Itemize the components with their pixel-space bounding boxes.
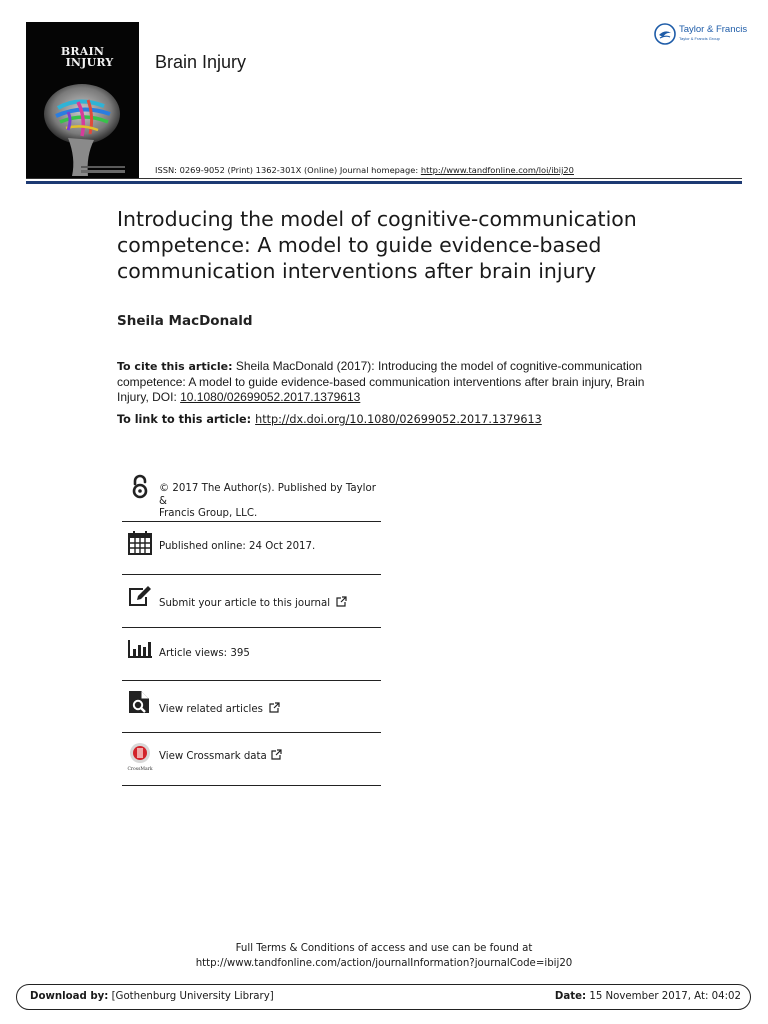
terms-url[interactable]: http://www.tandfonline.com/action/journalInformation?journalCode=ibij20 [195,958,573,969]
download-date [555,991,741,1002]
download-info-bar [16,984,751,1010]
publisher-logo-icon [654,23,676,45]
open-access-icon [127,474,153,500]
journal-cover [26,22,139,178]
article-author: Sheila MacDonald [117,313,253,329]
external-link-icon [336,596,347,607]
copyright-line: © 2017 The Author(s). Published by Taylor & [159,483,376,507]
cover-title [26,46,139,68]
link-label: To link to this article: [117,413,252,426]
cite-text: Sheila MacDonald (2017): Introducing the model of cognitive-communication competence: A model to guide evidence-based communication interventions after brain injury, Brain Injury, DOI: [117,359,645,404]
header-rule-thick [26,181,742,184]
date-label: Date: [554,991,587,1002]
cover-caption [81,170,125,173]
search-document-icon [127,689,153,715]
views-item [122,628,381,681]
citation [117,359,677,406]
article-url-link[interactable]: http://dx.doi.org/10.1080/02699052.2017.1379613 [255,413,542,426]
journal-homepage-link[interactable]: http://www.tandfonline.com/loi/ibij20 [420,165,574,175]
crossmark-label[interactable]: View Crossmark data [159,751,267,762]
related-item[interactable] [122,681,381,733]
publisher-subname: Taylor & Francis Group [679,36,720,41]
publisher-name: Taylor & Francis [679,24,748,35]
edit-icon [127,584,153,610]
journal-name[interactable]: Brain Injury [155,52,247,72]
submit-item[interactable] [122,575,381,628]
brain-image [38,78,128,178]
bar-chart-icon [127,636,153,662]
download-value: [Gothenburg University Library] [108,991,274,1002]
cover-title-line1: BRAIN [60,45,105,58]
article-title-line: communication interventions after brain injury [117,259,597,283]
crossmark-text[interactable] [159,749,282,764]
terms-line: Full Terms & Conditions of access and use can be found at [235,943,533,954]
article-title [117,206,717,284]
publisher-logo[interactable] [654,22,754,48]
article-info-list [122,468,381,786]
issn-text: ISSN: 0269-9052 (Print) 1362-301X (Online) Journal homepage: [155,165,421,175]
external-link-icon [271,749,282,760]
date-value: 15 November 2017, At: 04:02 [586,991,741,1002]
doi-link[interactable]: 10.1080/02699052.2017.1379613 [180,390,361,404]
views-text: Article views: 395 [159,648,250,659]
submit-label[interactable]: Submit your article to this journal [159,598,331,609]
cover-caption [81,166,125,168]
article-link [117,413,542,426]
cite-label: To cite this article: [117,360,233,373]
article-title-line: competence: A model to guide evidence-based [117,233,602,257]
submit-text[interactable] [159,596,347,611]
related-label[interactable]: View related articles [159,704,263,715]
copyright-text [159,483,381,521]
crossmark-item[interactable] [122,733,381,786]
external-link-icon [269,702,280,713]
cover-title-line2: INJURY [65,56,114,69]
download-label: Download by: [30,991,109,1002]
header-rule-thin [26,178,742,179]
published-item [122,522,381,575]
issn-line [155,165,574,175]
calendar-icon [127,530,153,556]
crossmark-icon [127,742,153,772]
related-text[interactable] [159,702,280,717]
published-text: Published online: 24 Oct 2017. [159,541,316,552]
copyright-item [122,468,381,522]
copyright-line: Francis Group, LLC. [159,508,258,519]
crossmark-logo-text: CrossMark [127,767,153,772]
article-title-line: Introducing the model of cognitive-communication [117,207,637,231]
download-by [30,991,274,1002]
